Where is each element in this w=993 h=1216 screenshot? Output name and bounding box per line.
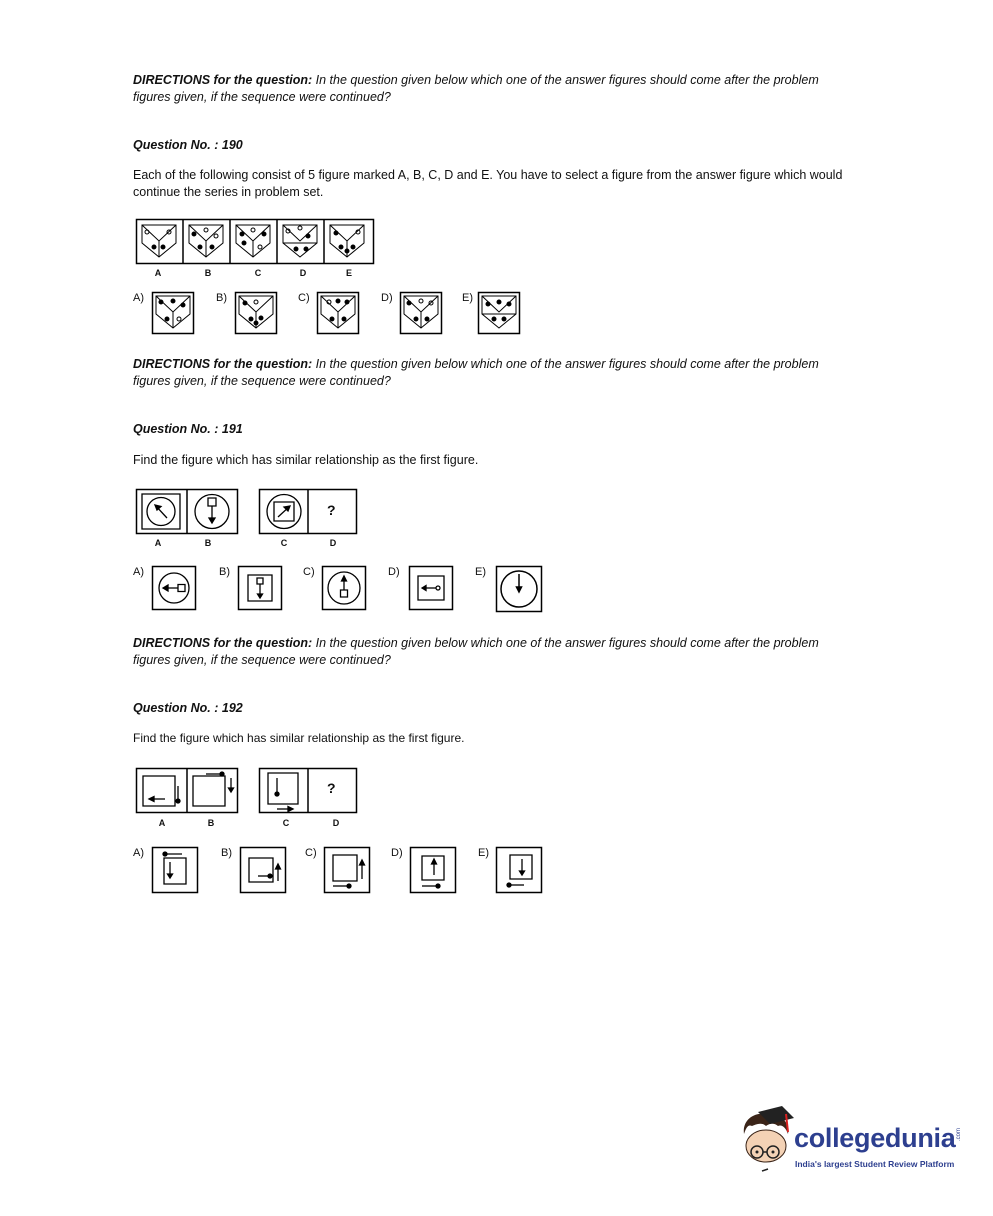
q192-option-e-label[interactable]: E) xyxy=(478,847,489,859)
q191-problem-pair-cd xyxy=(259,489,357,534)
q190-option-d-figure[interactable] xyxy=(400,292,442,334)
q190-figure-e xyxy=(330,225,364,257)
q192-option-a-label[interactable]: A) xyxy=(133,847,144,859)
q192-option-c-figure[interactable] xyxy=(324,847,370,893)
directions-q192 xyxy=(133,635,853,669)
q192-option-a-figure[interactable] xyxy=(152,847,198,893)
q192-figure-b xyxy=(193,772,234,806)
q190-option-b-figure[interactable] xyxy=(235,292,277,334)
q191-figure-b xyxy=(195,495,229,529)
q192-label-d: D xyxy=(332,818,340,828)
q190-label-b: B xyxy=(204,268,212,278)
directions-q190 xyxy=(133,72,853,106)
q191-option-c-figure[interactable] xyxy=(322,566,366,610)
directions-text: In the question given below which one of the answer figures should come after the problem figures given, if the sequence were continued? xyxy=(133,636,819,667)
q191-label-c: C xyxy=(280,538,288,548)
collegedunia-mascot-icon xyxy=(738,1108,794,1176)
question-number-191: Question No. : 191 xyxy=(133,422,243,436)
question-number-192: Question No. : 192 xyxy=(133,701,243,715)
q190-option-b-label[interactable]: B) xyxy=(216,292,227,304)
q191-option-d-label[interactable]: D) xyxy=(388,566,400,578)
directions-label: DIRECTIONS for the question: xyxy=(133,636,313,650)
q192-label-a: A xyxy=(158,818,166,828)
directions-label: DIRECTIONS for the question: xyxy=(133,73,313,87)
q190-label-d: D xyxy=(299,268,307,278)
logo-name: collegedunia xyxy=(794,1123,956,1153)
logo-suffix: .com xyxy=(956,1128,962,1142)
q190-option-a-figure[interactable] xyxy=(152,292,194,334)
q192-figure-a xyxy=(143,776,180,806)
q190-option-a-label[interactable]: A) xyxy=(133,292,144,304)
q191-option-e-figure[interactable] xyxy=(496,566,542,612)
q192-label-b: B xyxy=(207,818,215,828)
q191-option-b-label[interactable]: B) xyxy=(219,566,230,578)
directions-label: DIRECTIONS for the question: xyxy=(133,357,313,371)
q192-label-c: C xyxy=(282,818,290,828)
q191-label-d: D xyxy=(329,538,337,548)
q191-problem-pair-ab xyxy=(136,489,238,534)
q190-figure-a xyxy=(142,225,176,257)
q191-figure-a xyxy=(142,494,180,529)
q190-label-e: E xyxy=(345,268,352,278)
q192-question-mark: ? xyxy=(327,780,336,796)
question-number-190: Question No. : 190 xyxy=(133,138,243,152)
q191-option-a-label[interactable]: A) xyxy=(133,566,144,578)
q192-option-b-figure[interactable] xyxy=(240,847,286,893)
q191-option-b-figure[interactable] xyxy=(238,566,282,610)
collegedunia-logo-text xyxy=(794,1123,955,1154)
question-text-191: Find the figure which has similar relationship as the first figure. xyxy=(133,453,479,467)
q191-option-c-label[interactable]: C) xyxy=(303,566,315,578)
q192-option-e-figure[interactable] xyxy=(496,847,542,893)
q190-label-c: C xyxy=(254,268,262,278)
q190-figure-d xyxy=(283,225,317,257)
q190-option-c-label[interactable]: C) xyxy=(298,292,310,304)
q192-problem-pair-cd xyxy=(259,768,357,813)
q192-option-c-label[interactable]: C) xyxy=(305,847,317,859)
q190-option-e-label[interactable]: E) xyxy=(462,292,473,304)
directions-text: In the question given below which one of the answer figures should come after the problem figures given, if the sequence were continued? xyxy=(133,73,819,104)
q191-label-b: B xyxy=(204,538,212,548)
q190-option-e-figure[interactable] xyxy=(478,292,520,334)
directions-q191 xyxy=(133,356,853,390)
q191-option-e-label[interactable]: E) xyxy=(475,566,486,578)
q190-label-a: A xyxy=(154,268,162,278)
q192-figure-c xyxy=(268,773,298,812)
q191-option-a-figure[interactable] xyxy=(152,566,196,610)
q190-option-c-figure[interactable] xyxy=(317,292,359,334)
question-text-192: Find the figure which has similar relationship as the first figure. xyxy=(133,731,465,745)
q192-problem-pair-ab xyxy=(136,768,238,813)
directions-text: In the question given below which one of the answer figures should come after the problem figures given, if the sequence were continued? xyxy=(133,357,819,388)
q190-option-d-label[interactable]: D) xyxy=(381,292,393,304)
q192-option-d-figure[interactable] xyxy=(410,847,456,893)
q192-option-d-label[interactable]: D) xyxy=(391,847,403,859)
q191-question-mark: ? xyxy=(327,502,336,518)
q190-figure-b xyxy=(189,225,223,257)
q192-option-b-label[interactable]: B) xyxy=(221,847,232,859)
logo-tagline: India's largest Student Review Platform xyxy=(795,1159,955,1169)
q190-problem-figures xyxy=(136,219,374,264)
question-text-190: Each of the following consist of 5 figure marked A, B, C, D and E. You have to select a figure from the answer figure which would continue the series in problem set. xyxy=(133,168,843,199)
q191-option-d-figure[interactable] xyxy=(409,566,453,610)
q190-figure-c xyxy=(236,225,270,257)
q191-figure-c xyxy=(267,495,301,529)
q191-label-a: A xyxy=(154,538,162,548)
